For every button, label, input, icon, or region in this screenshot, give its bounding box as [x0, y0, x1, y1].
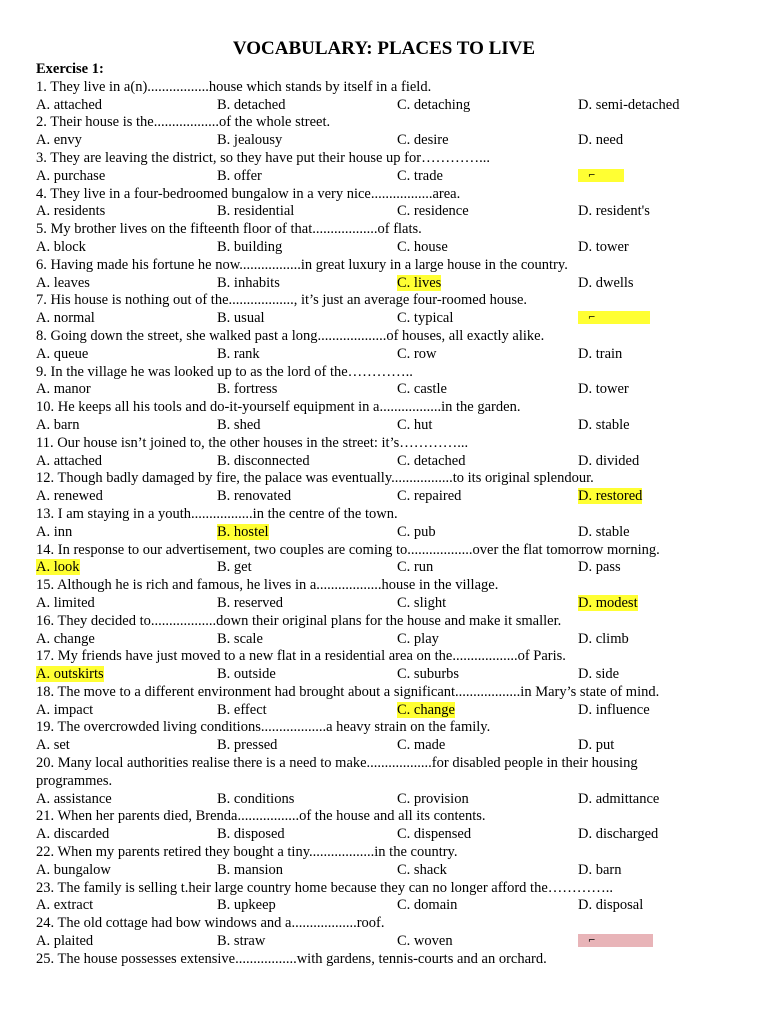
- answer-option: C. typical: [397, 310, 454, 327]
- answer-options: [36, 862, 736, 880]
- answer-option: B. shed: [217, 416, 261, 433]
- answer-options: [36, 239, 736, 257]
- question-text: 24. The old cottage had bow windows and a..................roof.: [36, 915, 385, 932]
- question-text: 11. Our house isn’t joined to, the other houses in the street: it’s…………...: [36, 434, 469, 451]
- answer-options: [36, 631, 736, 649]
- answer-option: D. pass: [578, 559, 621, 576]
- answer-option: C. dispensed: [397, 826, 472, 843]
- answer-option: A. attached: [36, 96, 103, 113]
- highlighted-answer-option: D. restored: [578, 488, 643, 505]
- answer-option: A. impact: [36, 701, 94, 718]
- answer-option: A. plaited: [36, 933, 94, 950]
- question-text: 2. Their house is the..................of the whole street.: [36, 114, 331, 131]
- highlighted-answer-option: C. lives: [397, 274, 442, 291]
- answer-option: D. stable: [578, 416, 630, 433]
- answer-option: D. barn: [578, 861, 622, 878]
- answer-options: [36, 826, 736, 844]
- answer-options: [36, 132, 736, 150]
- answer-option: C. detaching: [397, 96, 471, 113]
- answer-option: D. climb: [578, 630, 629, 647]
- answer-options: [36, 346, 736, 364]
- answer-options: [36, 168, 736, 186]
- highlighted-answer-option: A. outskirts: [36, 666, 104, 683]
- answer-option: C. desire: [397, 132, 449, 149]
- page-title: VOCABULARY: PLACES TO LIVE: [232, 38, 536, 59]
- answer-options: [36, 203, 736, 221]
- answer-option: A. purchase: [36, 167, 106, 184]
- question-text: 6. Having made his fortune he now.................in great luxury in a large house in the country.: [36, 256, 568, 273]
- question-text: 16. They decided to..................down their original plans for the house and make it smaller.: [36, 612, 562, 629]
- answer-option: C. domain: [397, 897, 458, 914]
- answer-option: B. jealousy: [217, 132, 283, 149]
- answer-options: [36, 453, 736, 471]
- answer-options: [36, 666, 736, 684]
- answer-option: D. stable: [578, 523, 630, 540]
- question-text: 8. Going down the street, she walked past a long...................of houses, all exactly alike.: [36, 327, 545, 344]
- answer-option: B. upkeep: [217, 897, 276, 914]
- answer-option: C. hut: [397, 416, 433, 433]
- answer-option: A. barn: [36, 416, 80, 433]
- answer-option: B. straw: [217, 933, 266, 950]
- answer-option: D. admittance: [578, 790, 660, 807]
- answer-options: [36, 417, 736, 435]
- answer-option: C. pub: [397, 523, 436, 540]
- answer-option: A. renewed: [36, 488, 103, 505]
- answer-option: D. influence: [578, 701, 650, 718]
- answer-options: [36, 897, 736, 915]
- question-text: 25. The house possesses extensive.................with gardens, tennis-courts and an orchard.: [36, 950, 547, 967]
- answer-option: A. inn: [36, 523, 73, 540]
- answer-option: A. envy: [36, 132, 82, 149]
- answer-option: A. discarded: [36, 826, 110, 843]
- answer-option: B. residential: [217, 203, 295, 220]
- answer-option: C. made: [397, 737, 446, 754]
- question-text: 3. They are leaving the district, so they have put their house up for…………...: [36, 149, 490, 166]
- answer-option: A. residents: [36, 203, 106, 220]
- answer-option: B. fortress: [217, 381, 278, 398]
- answer-option: C. run: [397, 559, 434, 576]
- answer-option: D. put: [578, 737, 615, 754]
- answer-option: A. assistance: [36, 790, 112, 807]
- answer-option: B. mansion: [217, 861, 284, 878]
- answer-option: C. castle: [397, 381, 447, 398]
- answer-options: [36, 559, 736, 577]
- answer-option: C. trade: [397, 167, 443, 184]
- answer-option: A. leaves: [36, 274, 90, 291]
- question-text: 17. My friends have just moved to a new flat in a residential area on the..................of Paris.: [36, 648, 566, 665]
- answer-option: B. conditions: [217, 790, 295, 807]
- answer-options: [36, 97, 736, 115]
- answer-option: C. house: [397, 238, 448, 255]
- answer-highlight-mark: ⌐: [578, 310, 650, 328]
- answer-options: [36, 933, 736, 951]
- answer-option: A. bungalow: [36, 861, 111, 878]
- answer-option: D. need: [578, 132, 624, 149]
- question-text: 22. When my parents retired they bought a tiny..................in the country.: [36, 844, 458, 861]
- highlighted-answer-option: D. modest: [578, 594, 638, 611]
- question-text: 14. In response to our advertisement, two couples are coming to..................over the flat tomorrow morning.: [36, 541, 660, 558]
- answer-option: A. block: [36, 238, 86, 255]
- answer-option: B. effect: [217, 701, 267, 718]
- question-text: 7. His house is nothing out of the.................., it’s just an average four-roomed house.: [36, 292, 528, 309]
- answer-option: A. manor: [36, 381, 91, 398]
- question-text: 20. Many local authorities realise there is a need to make..................for disabled people in their housing programmes.: [36, 755, 638, 789]
- answer-option: C. residence: [397, 203, 469, 220]
- highlighted-answer-option: C. change: [397, 701, 455, 718]
- answer-option: B. inhabits: [217, 274, 280, 291]
- question-text: 18. The move to a different environment had brought about a significant..................in Mary’s state of mind.: [36, 683, 660, 700]
- question-text: 13. I am staying in a youth.................in the centre of the town.: [36, 505, 398, 522]
- answer-options: [36, 595, 736, 613]
- answer-option: C. woven: [397, 933, 453, 950]
- answer-option: B. scale: [217, 630, 263, 647]
- answer-option: B. disposed: [217, 826, 285, 843]
- answer-options: [36, 488, 736, 506]
- answer-highlight-mark: ⌐: [578, 933, 653, 951]
- exercise-heading: Exercise 1:: [36, 61, 104, 77]
- answer-option: D. semi-detached: [578, 96, 680, 113]
- answer-option: B. usual: [217, 310, 265, 327]
- answer-options: [36, 702, 736, 720]
- answer-option: C. provision: [397, 790, 469, 807]
- answer-option: D. train: [578, 345, 623, 362]
- answer-highlight-mark: ⌐: [578, 168, 624, 186]
- answer-option: C. play: [397, 630, 439, 647]
- answer-option: D. dwells: [578, 274, 634, 291]
- question-list: [36, 79, 736, 969]
- answer-option: B. disconnected: [217, 452, 310, 469]
- answer-option: C. row: [397, 345, 437, 362]
- answer-option: B. offer: [217, 167, 262, 184]
- answer-option: D. divided: [578, 452, 640, 469]
- highlighted-answer-option: B. hostel: [217, 523, 269, 540]
- answer-option: C. shack: [397, 861, 447, 878]
- answer-options: [36, 791, 736, 809]
- answer-option: A. attached: [36, 452, 103, 469]
- question-text: 19. The overcrowded living conditions..................a heavy strain on the family.: [36, 719, 491, 736]
- answer-option: A. extract: [36, 897, 94, 914]
- answer-option: A. normal: [36, 310, 95, 327]
- answer-option: A. change: [36, 630, 95, 647]
- answer-option: B. renovated: [217, 488, 292, 505]
- answer-option: D. tower: [578, 238, 629, 255]
- answer-options: [36, 275, 736, 293]
- answer-options: [36, 524, 736, 542]
- answer-option: C. detached: [397, 452, 466, 469]
- answer-options: [36, 310, 736, 328]
- answer-option: C. slight: [397, 594, 447, 611]
- answer-option: D. tower: [578, 381, 629, 398]
- answer-option: A. queue: [36, 345, 89, 362]
- question-text: 4. They live in a four-bedroomed bungalow in a very nice.................area.: [36, 185, 461, 202]
- answer-option: B. rank: [217, 345, 260, 362]
- answer-option: C. suburbs: [397, 666, 460, 683]
- highlighted-answer-option: A. look: [36, 559, 80, 576]
- answer-option: D. side: [578, 666, 620, 683]
- answer-options: [36, 737, 736, 755]
- answer-option: D. resident's: [578, 203, 650, 220]
- question-text: 15. Although he is rich and famous, he lives in a..................house in the village.: [36, 577, 499, 594]
- answer-option: B. outside: [217, 666, 276, 683]
- answer-option: A. limited: [36, 594, 95, 611]
- question-text: 1. They live in a(n).................house which stands by itself in a field.: [36, 78, 432, 95]
- answer-option: D. disposal: [578, 897, 644, 914]
- answer-option: B. pressed: [217, 737, 278, 754]
- answer-option: D. discharged: [578, 826, 659, 843]
- question-text: 12. Though badly damaged by fire, the palace was eventually.................to its original splendour.: [36, 470, 594, 487]
- answer-option: B. reserved: [217, 594, 284, 611]
- answer-option: B. get: [217, 559, 252, 576]
- answer-option: C. repaired: [397, 488, 462, 505]
- question-text: 21. When her parents died, Brenda.................of the house and all its contents.: [36, 808, 486, 825]
- question-text: 23. The family is selling t.heir large country home because they can no longer afford the…………..: [36, 879, 614, 896]
- answer-option: B. detached: [217, 96, 286, 113]
- answer-option: B. building: [217, 238, 283, 255]
- question-text: 10. He keeps all his tools and do-it-yourself equipment in a.................in the garden.: [36, 399, 521, 416]
- question-text: 5. My brother lives on the fifteenth floor of that..................of flats.: [36, 221, 422, 238]
- question-text: 9. In the village he was looked up to as the lord of the…………..: [36, 363, 413, 380]
- answer-option: A. set: [36, 737, 70, 754]
- answer-options: [36, 381, 736, 399]
